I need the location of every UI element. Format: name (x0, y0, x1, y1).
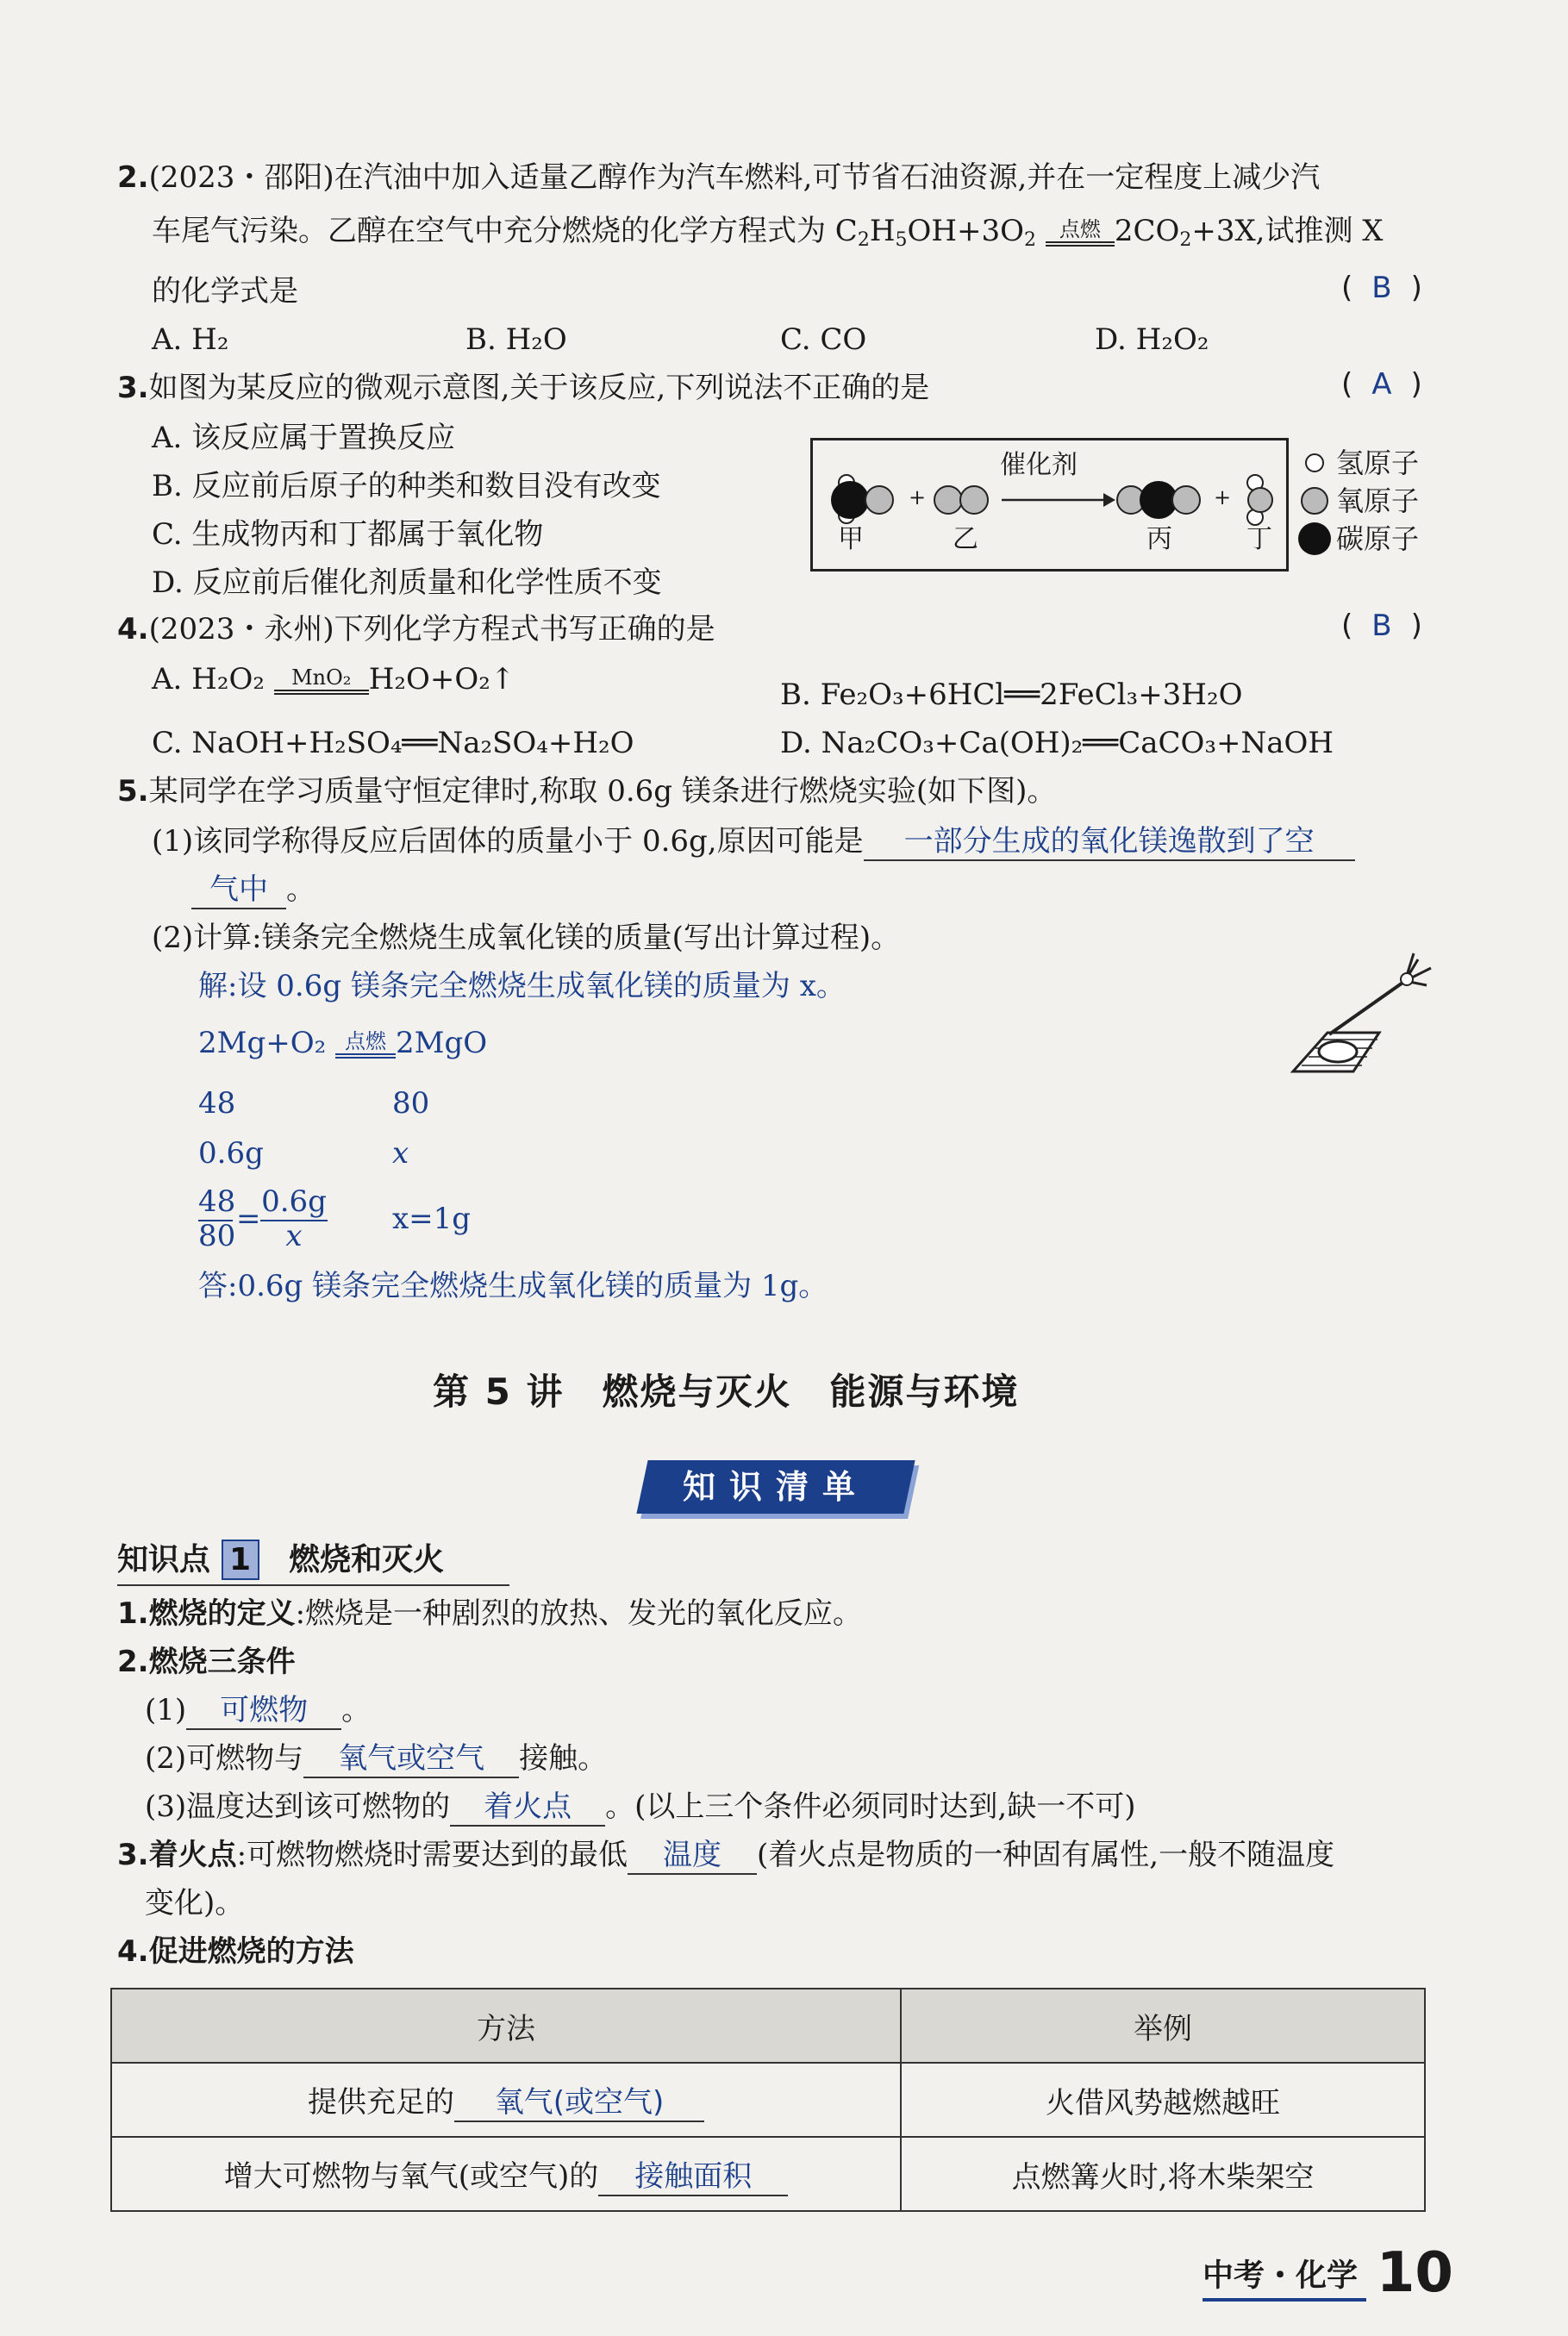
table-row (111, 2063, 1425, 2137)
condition-2: (2)可燃物与 氧气或空气 接触。 (145, 1741, 607, 1778)
q2-option-b: B. H₂O (465, 322, 567, 357)
q5-part1: (1)该同学称得反应后固体的质量小于 0.6g,原因可能是 一部分生成的氧化镁逸散到了空 (152, 824, 1355, 861)
q3-option-c: C. 生成物丙和丁都属于氧化物 (152, 517, 544, 552)
label-jia: 甲 (838, 524, 864, 554)
q5-condition-arrow: 点燃 (335, 1031, 396, 1059)
knowledge-point-heading: 知识点 1 燃烧和灭火 (117, 1540, 444, 1580)
knowledge-list-banner: 知识清单 (636, 1460, 915, 1514)
q5-equation: 2Mg+O₂ 点燃 2MgO (198, 1026, 488, 1060)
table-row2-answer: 接触面积 (598, 2152, 788, 2196)
item-3: 3.着火点:可燃物燃烧时需要达到的最低 温度 (着火点是物质的一种固有属性,一般不随温度 (117, 1838, 1334, 1875)
q5-part2: (2)计算:镁条完全燃烧生成氧化镁的质量(写出计算过程)。 (152, 921, 901, 955)
q5-part1-cont: 气中 。 (191, 872, 315, 909)
q5-unknown: x (392, 1136, 409, 1171)
condition-3-answer: 着火点 (450, 1789, 605, 1827)
q4-option-a: A. H₂O₂ MnO₂ H₂O+O₂↑ (152, 662, 515, 696)
q3-option-a: A. 该反应属于置换反应 (152, 421, 456, 455)
footer-underline (1203, 2298, 1366, 2302)
legend-oxygen: 氧原子 (1336, 484, 1420, 517)
q5-mass-mg: 48 (198, 1086, 236, 1121)
plus-sign-1: + (909, 485, 927, 509)
q5-stem: 5.某同学在学习质量守恒定律时,称取 0.6g 镁条进行燃烧实验(如下图)。 (117, 774, 1057, 809)
q3-option-d: D. 反应前后催化剂质量和化学性质不变 (152, 565, 662, 600)
q2-option-a: A. H₂ (152, 322, 229, 357)
lecture-title: 第 5 讲 燃烧与灭火 能源与环境 (433, 1371, 1020, 1413)
condition-3: (3)温度达到该可燃物的 着火点 。(以上三个条件必须同时达到,缺一不可) (145, 1789, 1136, 1827)
table-header-method: 方法 (111, 1989, 901, 2063)
q4-option-c: C. NaOH+H₂SO₄══Na₂SO₄+H₂O (152, 726, 634, 760)
table-cell-method: 增大可燃物与氧气(或空气)的 接触面积 (111, 2137, 901, 2211)
q2-answer-bracket: ( B ) (1341, 271, 1422, 305)
q5-equals: = (236, 1202, 261, 1236)
table-header-row (111, 1989, 1425, 2063)
q4-option-d: D. Na₂CO₃+Ca(OH)₂══CaCO₃+NaOH (780, 726, 1334, 760)
q2-condition-arrow: 点燃 (1046, 219, 1115, 247)
q2-option-d: D. H₂O₂ (1095, 322, 1209, 357)
table-cell-example: 点燃篝火时,将木柴架空 (901, 2137, 1425, 2211)
item-2: 2.燃烧三条件 (117, 1645, 296, 1679)
catalyst-label: 催化剂 (1000, 450, 1078, 480)
page-number: 10 (1376, 2241, 1453, 2305)
knowledge-point-underline (117, 1584, 509, 1586)
q5-given: 0.6g (198, 1136, 264, 1171)
q2-option-c: C. CO (780, 322, 867, 357)
q2-line1: 2.(2023・邵阳)在汽油中加入适量乙醇作为汽车燃料,可节省石油资源,并在一定程度上减少汽 (117, 160, 1321, 195)
q3-stem: 3.如图为某反应的微观示意图,关于该反应,下列说法不正确的是 (117, 371, 930, 405)
q4-option-b: B. Fe₂O₃+6HCl══2FeCl₃+3H₂O (780, 678, 1243, 712)
q5-result: x=1g (392, 1202, 472, 1236)
footer-label: 中考・化学 (1203, 2258, 1359, 2294)
table-cell-method: 提供充足的 氧气(或空气) (111, 2063, 901, 2137)
q5-final-answer: 答:0.6g 镁条完全燃烧生成氧化镁的质量为 1g。 (198, 1269, 828, 1303)
label-ding: 丁 (1246, 524, 1272, 554)
combustion-methods-table (110, 1988, 1426, 2212)
q3-answer-bracket: ( A ) (1341, 367, 1422, 402)
q5-frac1-num: 48 (198, 1184, 233, 1221)
q2-answer: B (1371, 271, 1392, 305)
condition-1-answer: 可燃物 (186, 1693, 341, 1730)
plus-sign-2: + (1214, 485, 1232, 509)
q5-frac2-den: x (285, 1219, 303, 1253)
condition-1: (1) 可燃物 。 (145, 1693, 371, 1730)
q4-stem: 4.(2023・永州)下列化学方程式书写正确的是 (117, 612, 715, 646)
page-footer (1203, 2241, 1453, 2305)
q3-option-b: B. 反应前后原子的种类和数目没有改变 (152, 469, 661, 503)
condition-2-answer: 氧气或空气 (303, 1741, 519, 1778)
q3-answer: A (1371, 367, 1392, 402)
q2-line3: 的化学式是 (152, 274, 298, 309)
q5-part1-answer-a: 一部分生成的氧化镁逸散到了空 (864, 824, 1355, 861)
magnesium-burning-illustration (1276, 946, 1440, 1076)
table-cell-example: 火借风势越燃越旺 (901, 2063, 1425, 2137)
q5-part1-answer-b: 气中 (191, 872, 286, 909)
item-3-cont: 变化)。 (145, 1886, 245, 1921)
q5-frac1-den: 80 (198, 1219, 236, 1253)
legend-carbon: 碳原子 (1336, 522, 1420, 555)
legend-hydrogen: 氢原子 (1336, 447, 1420, 479)
q4-a-condition-arrow: MnO₂ (274, 667, 369, 695)
q4-answer-bracket: ( B ) (1341, 609, 1422, 643)
legend-icons (1297, 444, 1332, 556)
label-yi: 乙 (953, 524, 978, 554)
ignition-answer: 温度 (628, 1838, 757, 1875)
item-1: 1.燃烧的定义:燃烧是一种剧烈的放热、发光的氧化反应。 (117, 1596, 863, 1631)
item-4: 4.促进燃烧的方法 (117, 1934, 354, 1969)
label-bing: 丙 (1146, 524, 1172, 554)
table-row (111, 2137, 1425, 2211)
q5-solution-intro: 解:设 0.6g 镁条完全燃烧生成氧化镁的质量为 x。 (198, 969, 846, 1003)
q4-answer: B (1371, 609, 1392, 643)
q5-frac2-num: 0.6g (260, 1184, 328, 1221)
q5-mass-mgo: 80 (392, 1086, 430, 1121)
q2-line2: 车尾气污染。乙醇在空气中充分燃烧的化学方程式为 $C_2H_5OH+3O_2$ 点燃 $2CO_2+3X$,试推测 X (152, 214, 1384, 251)
table-row1-answer: 氧气(或空气) (454, 2078, 704, 2122)
table-header-example: 举例 (901, 1989, 1425, 2063)
knowledge-point-number: 1 (222, 1540, 259, 1580)
